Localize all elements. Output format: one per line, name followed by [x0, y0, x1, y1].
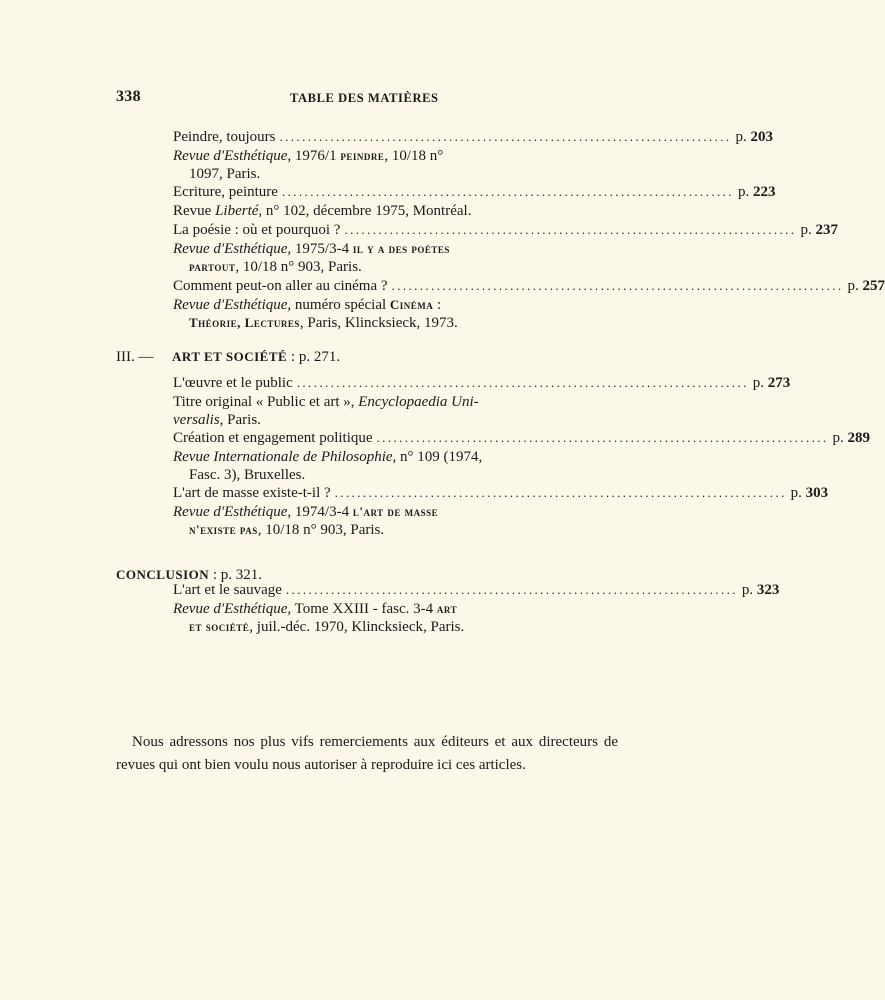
toc-entry [173, 277, 885, 333]
dot-leader: ................................................................................ [391, 278, 844, 293]
dot-leader: ................................................................................ [376, 430, 829, 445]
entry-page-ref: p. 223 [737, 184, 776, 200]
toc-entry [173, 429, 871, 485]
entry-page-ref: p. 237 [800, 222, 838, 238]
acknowledgement-note: Nous adressons nos plus vifs remerciements aux éditeurs et aux directeurs de revues qui ont bien voulu nous autoriser à reproduire ici ces articles. [116, 734, 618, 773]
section-page-ref: : p. 271. [290, 349, 341, 365]
entry-page-ref: p. 203 [735, 129, 773, 145]
toc-entry [173, 484, 829, 540]
toc-entry [173, 128, 773, 184]
entry-title: L'art et le sauvage [173, 582, 282, 598]
toc-entry [173, 221, 838, 277]
dot-leader: ................................................................................ [344, 222, 797, 237]
entry-title: Comment peut-on aller au cinéma ? [173, 278, 388, 294]
section-heading [116, 348, 340, 366]
entry-title: Ecriture, peinture [173, 184, 278, 200]
dot-leader: ................................................................................ [296, 375, 749, 390]
entry-title: Création et engagement politique [173, 430, 373, 446]
entry-title: Peindre, toujours [173, 129, 276, 145]
entry-page-ref: p. 303 [790, 485, 829, 501]
entry-source: Revue d'Esthétique, 1974/3-4 l'art de masse n'existe pas, 10/18 n° 903, Paris. [173, 503, 439, 538]
entry-title: L'art de masse existe-t-il ? [173, 485, 331, 501]
dot-leader: ................................................................................ [285, 582, 738, 597]
entry-title: La poésie : où et pourquoi ? [173, 222, 341, 238]
dot-leader: ................................................................................ [281, 184, 734, 199]
entry-page-ref: p. 257 [847, 278, 885, 294]
entry-source: Revue d'Esthétique, 1976/1 peindre, 10/18 n° 1097, Paris. [173, 147, 444, 182]
conclusion-page-ref: : p. 321. [212, 567, 263, 583]
running-title: TABLE DES MATIÈRES [290, 91, 439, 105]
dot-leader: ................................................................................ [279, 129, 732, 144]
entry-source: Revue Liberté, n° 102, décembre 1975, Montréal. [173, 202, 472, 219]
section-number: III. — [116, 349, 154, 365]
entry-source: Titre original « Public et art », Encyclopaedia Uni- versalis, Paris. [173, 393, 479, 428]
page-number: 338 [116, 88, 141, 105]
entry-source: Revue d'Esthétique, numéro spécial Cinéma : Théorie, Lectures, Paris, Klincksieck, 1973. [173, 296, 458, 331]
entry-source: Revue d'Esthétique, Tome XXIII - fasc. 3-4 art et société, juil.-déc. 1970, Klincksieck, Paris. [173, 600, 465, 635]
section-title: ART ET SOCIÉTÉ [172, 349, 288, 364]
entry-source: Revue Internationale de Philosophie, n° 109 (1974, Fasc. 3), Bruxelles. [173, 448, 483, 483]
toc-entry [173, 581, 780, 637]
entry-page-ref: p. 289 [832, 430, 871, 446]
entry-title: L'œuvre et le public [173, 375, 293, 391]
conclusion-title: CONCLUSION [116, 567, 210, 582]
toc-entry [173, 183, 776, 220]
dot-leader: ................................................................................ [334, 485, 787, 500]
entry-page-ref: p. 323 [741, 582, 780, 598]
toc-entry [173, 374, 791, 430]
entry-page-ref: p. 273 [752, 375, 791, 391]
entry-source: Revue d'Esthétique, 1975/3-4 il y a des poètes partout, 10/18 n° 903, Paris. [173, 240, 450, 275]
